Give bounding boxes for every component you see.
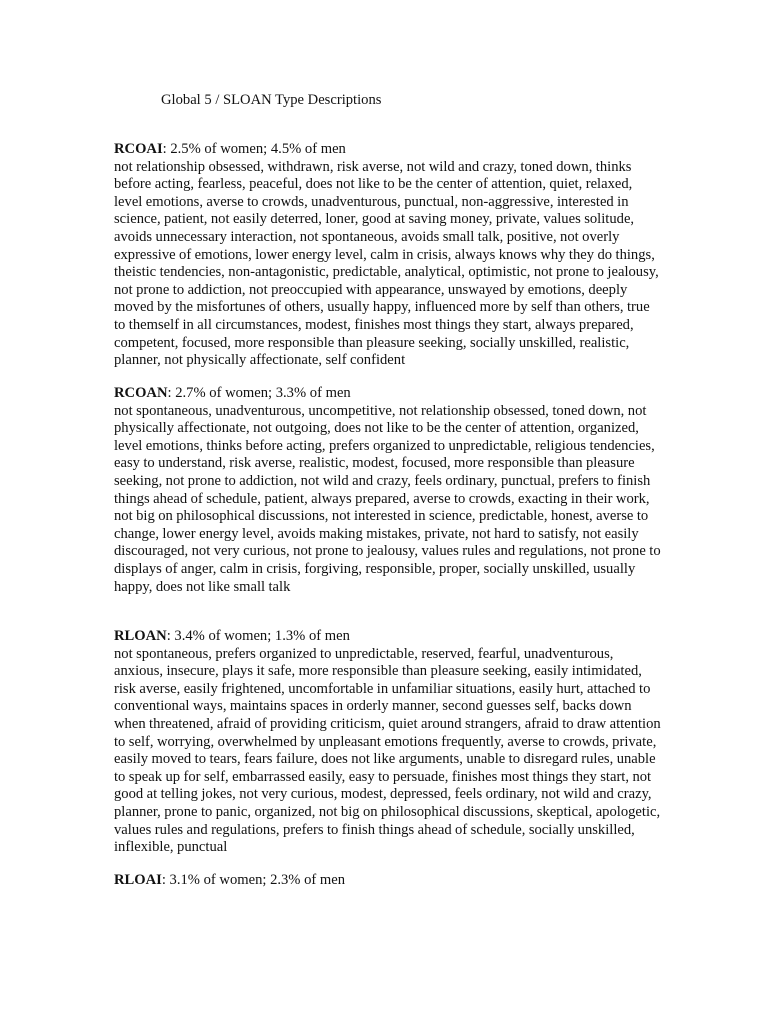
type-heading bbox=[114, 628, 662, 646]
type-description: not relationship obsessed, withdrawn, risk averse, not wild and crazy, toned down, thinks before acting, fearless, peaceful, does not like to be the center of attention, quiet, relaxed, level emotions, averse to crowds, unadventurous, punctual, non-aggressive, interested in science, patient, not easily deterred, loner, good at saving money, private, values solitude, avoids unnecessary interaction, not spontaneous, avoids small talk, positive, not overly expressive of emotions, lower energy level, calm in crisis, always knows why they do things, theistic tendencies, non-antagonistic, predictable, analytical, optimistic, not prone to jealousy, not prone to addiction, not preoccupied with appearance, unswayed by emotions, deeply moved by the misfortunes of others, usually happy, influenced more by self than others, true to themself in all circumstances, modest, finishes most things they start, always prepared, competent, focused, more responsible than pleasure seeking, socially unskilled, realistic, planner, not physically affectionate, self confident bbox=[114, 158, 659, 369]
type-code: RCOAI bbox=[114, 141, 163, 157]
type-stats: : 3.1% of women; 2.3% of men bbox=[161, 872, 346, 888]
type-code: RLOAN bbox=[114, 628, 167, 644]
type-section-rloan bbox=[114, 628, 662, 857]
type-code: RCOAN bbox=[114, 385, 168, 401]
type-stats: : 2.5% of women; 4.5% of men bbox=[162, 141, 346, 157]
type-section-rcoai bbox=[114, 141, 662, 370]
type-description: not spontaneous, prefers organized to unpredictable, reserved, fearful, unadventurous, anxious, insecure, plays it safe, more responsible than pleasure seeking, easily intimidated, risk averse, easily frightened, uncomfortable in unfamiliar situations, easily hurt, attached to conventional ways, maintains spaces in orderly manner, second guesses self, backs down when threatened, afraid of providing criticism, quiet around strangers, afraid to draw attention to self, worrying, overwhelmed by unpleasant emotions frequently, averse to crowds, private, easily moved to tears, fears failure, does not like arguments, unable to disregard rules, unable to speak up for self, embarrassed easily, easy to persuade, finishes most things they start, not good at telling jokes, not very curious, modest, depressed, feels ordinary, not wild and crazy, planner, prone to panic, organized, not big on philosophical discussions, skeptical, apologetic, values rules and regulations, prefers to finish things ahead of schedule, socially unskilled, inflexible, punctual bbox=[114, 645, 661, 856]
document-title: Global 5 / SLOAN Type Descriptions bbox=[161, 92, 382, 108]
type-section-rloai bbox=[114, 872, 662, 890]
type-section-rcoan bbox=[114, 385, 662, 596]
type-description: not spontaneous, unadventurous, uncompetitive, not relationship obsessed, toned down, not physically affectionate, not outgoing, does not like to be the center of attention, organized, level emotions, thinks before acting, prefers organized to unpredictable, religious tendencies, easy to understand, risk averse, realistic, modest, focused, more responsible than pleasure seeking, not prone to addiction, not wild and crazy, feels ordinary, punctual, prefers to finish things ahead of schedule, patient, always prepared, averse to crowds, exacting in their work, not big on philosophical discussions, not interested in science, predictable, honest, averse to change, lower energy level, avoids making mistakes, private, not hard to satisfy, not easily discouraged, not very curious, not prone to jealousy, values rules and regulations, not prone to displays of anger, calm in crisis, forgiving, responsible, proper, socially unskilled, usually happy, does not like small talk bbox=[114, 402, 661, 595]
type-heading bbox=[114, 141, 662, 159]
type-heading bbox=[114, 872, 662, 890]
type-stats: : 3.4% of women; 1.3% of men bbox=[166, 628, 350, 644]
type-heading bbox=[114, 385, 662, 403]
type-stats: : 2.7% of women; 3.3% of men bbox=[167, 385, 351, 401]
type-code: RLOAI bbox=[114, 872, 162, 888]
